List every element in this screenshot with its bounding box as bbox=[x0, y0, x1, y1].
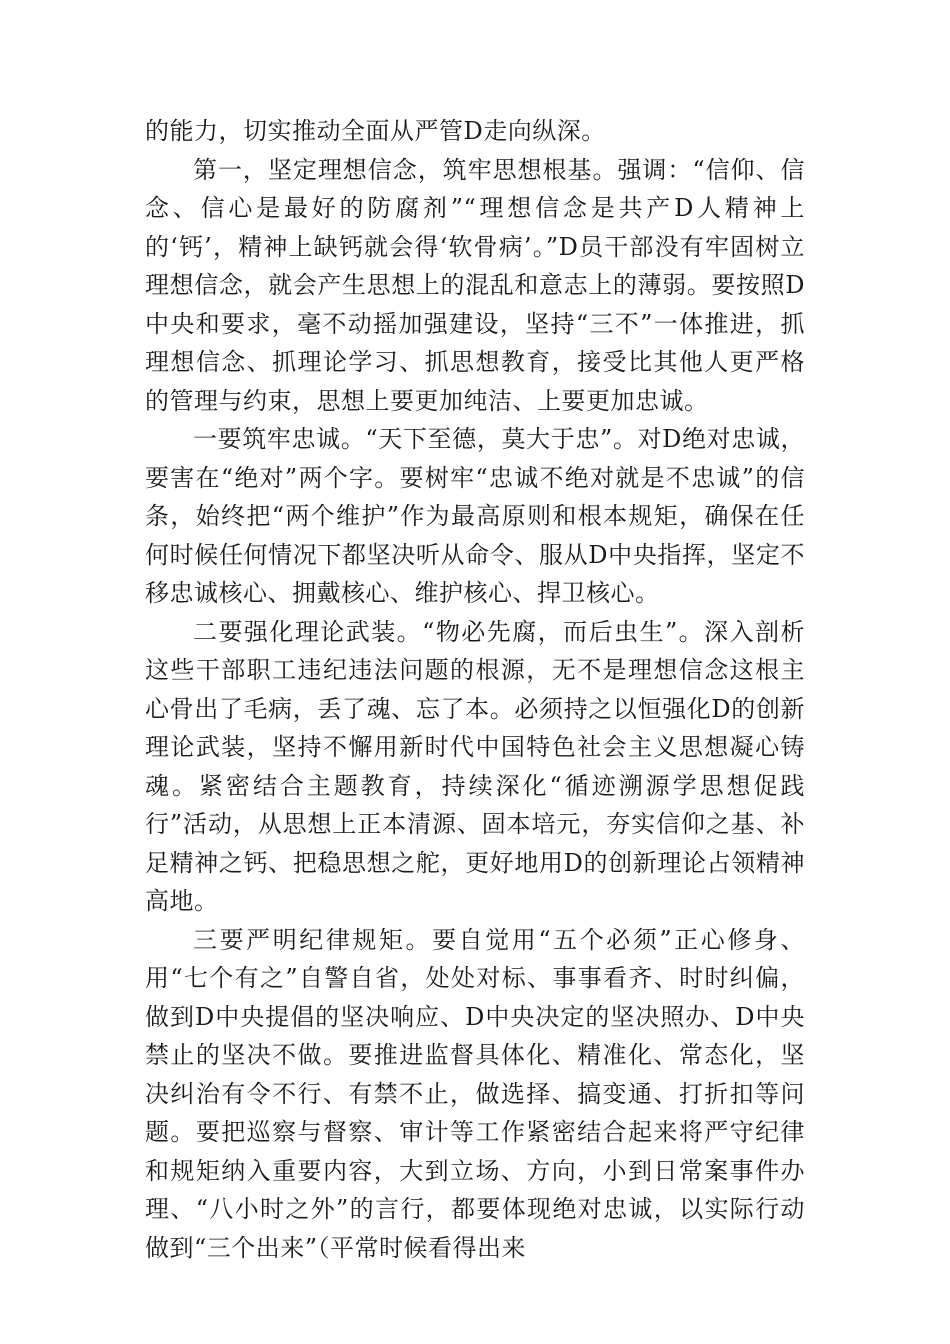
document-page bbox=[145, 112, 805, 1267]
paragraph-theory: 二要强化理论武装。“物必先腐，而后虫生”。深入剖析这些干部职工违纪违法问题的根源，无不是理想信念这根主心骨出了毛病，丢了魂、忘了本。必须持之以恒强化D的创新理论武装，坚持不懈用新时代中国特色社会主义思想凝心铸魂。紧密结合主题教育，持续深化“循迹溯源学思想促践行”活动，从思想上正本清源、固本培元，夯实信仰之基、补足精神之钙、把稳思想之舵，更好地用D的创新理论占领精神高地。 bbox=[145, 617, 805, 915]
paragraph-discipline: 三要严明纪律规矩。要自觉用“五个必须”正心修身、用“七个有之”自警自省，处处对标、事事看齐、时时纠偏，做到D中央提倡的坚决响应、D中央决定的坚决照办、D中央禁止的坚决不做。要推进监督具体化、精准化、常态化，坚决纠治有令不行、有禁不止，做选择、搞变通、打折扣等问题。要把巡察与督察、审计等工作紧密结合起来将严守纪律和规矩纳入重要内容，大到立场、方向，小到日常案事件办理、“八小时之外”的言行，都要体现绝对忠诚，以实际行动做到“三个出来”（平常时候看得出来 bbox=[145, 925, 805, 1262]
paragraph-loyalty: 一要筑牢忠诚。“天下至德，莫大于忠”。对D绝对忠诚，要害在“绝对”两个字。要树牢“忠诚不绝对就是不忠诚”的信条，始终把“两个维护”作为最高原则和根本规矩，确保在任何时候任何情况下都坚决听从命令、服从D中央指挥，坚定不移忠诚核心、拥戴核心、维护核心、捍卫核心。 bbox=[145, 425, 805, 607]
paragraph-continuation: 的能力，切实推动全面从严管D走向纵深。 bbox=[145, 117, 606, 145]
paragraph-ideals-belief: 第一，坚定理想信念，筑牢思想根基。强调：“信仰、信念、信心是最好的防腐剂”“理想信念是共产D人精神上的‘钙’，精神上缺钙就会得‘软骨病’。”D员干部没有牢固树立理想信念，就会产生思想上的混乱和意志上的薄弱。要按照D中央和要求，毫不动摇加强建设，坚持“三不”一体推进，抓理想信念、抓理论学习、抓思想教育，接受比其他人更严格的管理与约束，思想上要更加纯洁、上要更加忠诚。 bbox=[145, 155, 805, 415]
